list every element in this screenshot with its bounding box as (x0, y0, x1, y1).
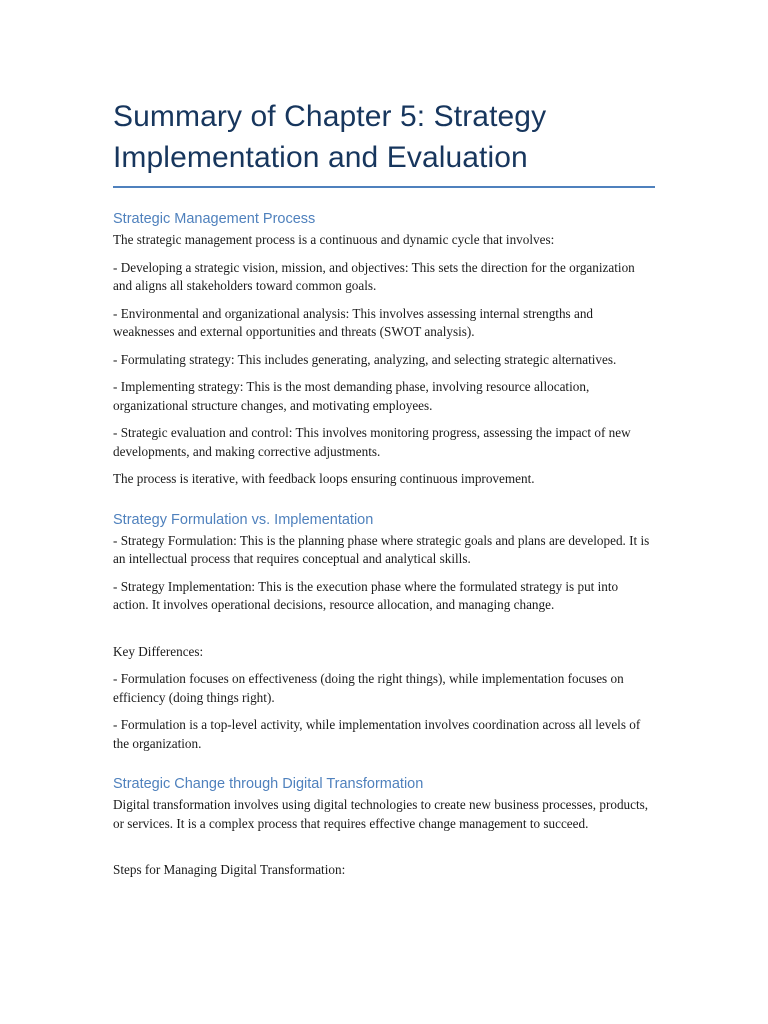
section-digital-transformation (113, 775, 655, 880)
bullet-item: - Formulation is a top-level activity, while implementation involves coordination across all levels of the organization. (113, 717, 641, 751)
section-heading: Strategic Change through Digital Transformation (113, 776, 424, 792)
paragraph: Key Differences: (113, 643, 204, 659)
bullet-item: - Environmental and organizational analysis: This involves assessing internal strengths and weaknesses and external opportunities and threats (SWOT analysis). (113, 305, 594, 339)
paragraph: The process is iterative, with feedback loops ensuring continuous improvement. (113, 471, 535, 486)
bullet-item: - Formulation focuses on effectiveness (doing the right things), while implementation focuses on efficiency (doing things right). (113, 671, 624, 705)
section-formulation-vs-implementation (113, 511, 655, 754)
bullet-item: - Formulating strategy: This includes generating, analyzing, and selecting strategic alternatives. (113, 351, 617, 367)
bullet-item: - Strategy Formulation: This is the planning phase where strategic goals and plans are developed. It is an intellectual process that requires conceptual and analytical skills. (113, 532, 650, 566)
document-content (113, 96, 655, 889)
section-heading: Strategic Management Process (113, 211, 316, 227)
bullet-item: - Strategy Implementation: This is the execution phase where the formulated strategy is put into action. It involves operational decisions, resource allocation, and managing change. (113, 578, 619, 612)
bullet-item: - Developing a strategic vision, mission, and objectives: This sets the direction for the organization and aligns all stakeholders toward common goals. (113, 259, 635, 293)
section-strategic-management-process (113, 210, 655, 489)
bullet-item: - Implementing strategy: This is the most demanding phase, involving resource allocation, organizational structure changes, and motivating employees. (113, 379, 590, 413)
bullet-item: - Strategic evaluation and control: This involves monitoring progress, assessing the impact of new developments, and making corrective adjustments. (113, 425, 631, 459)
document-title: Summary of Chapter 5: Strategy Implementation and Evaluation (113, 96, 655, 188)
section-heading: Strategy Formulation vs. Implementation (113, 511, 374, 528)
paragraph: The strategic management process is a continuous and dynamic cycle that involves: (113, 232, 555, 247)
paragraph: Steps for Managing Digital Transformation: (113, 862, 346, 877)
paragraph: Digital transformation involves using digital technologies to create new business processes, products, or services. It is a complex process that requires effective change management to succeed. (113, 797, 649, 831)
